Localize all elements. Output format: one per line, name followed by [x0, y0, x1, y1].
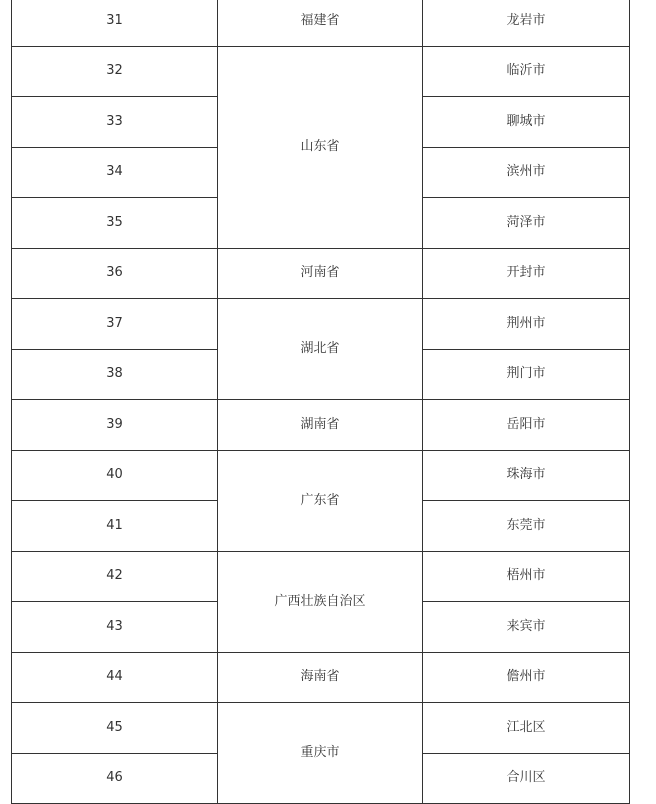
row-number-cell: 38: [12, 349, 218, 400]
province-cell: 福建省: [218, 0, 423, 46]
city-cell: 菏泽市: [423, 198, 630, 249]
row-number-cell: 42: [12, 551, 218, 602]
row-number-cell: 45: [12, 703, 218, 754]
row-number-cell: 36: [12, 248, 218, 299]
row-number-cell: 46: [12, 753, 218, 804]
city-cell: 江北区: [423, 703, 630, 754]
province-cell: 海南省: [218, 652, 423, 703]
province-cell: 广西壮族自治区: [218, 551, 423, 652]
city-cell: 珠海市: [423, 450, 630, 501]
table-row: [12, 46, 630, 97]
city-cell: 龙岩市: [423, 0, 630, 46]
table-row: [12, 551, 630, 602]
row-number-cell: 44: [12, 652, 218, 703]
city-cell: 岳阳市: [423, 400, 630, 451]
city-cell: 临沂市: [423, 46, 630, 97]
province-cell: 山东省: [218, 46, 423, 248]
province-cell: 湖北省: [218, 299, 423, 400]
table-row: [12, 703, 630, 754]
table-row: [12, 299, 630, 350]
table-row: [12, 652, 630, 703]
city-cell: 聊城市: [423, 97, 630, 148]
table-row: [12, 450, 630, 501]
city-list-table: [11, 0, 630, 804]
city-cell: 荆门市: [423, 349, 630, 400]
table-row: [12, 400, 630, 451]
row-number-cell: 31: [12, 0, 218, 46]
province-cell: 重庆市: [218, 703, 423, 804]
row-number-cell: 41: [12, 501, 218, 552]
row-number-cell: 40: [12, 450, 218, 501]
city-cell: 梧州市: [423, 551, 630, 602]
province-cell: 广东省: [218, 450, 423, 551]
row-number-cell: 39: [12, 400, 218, 451]
row-number-cell: 34: [12, 147, 218, 198]
row-number-cell: 33: [12, 97, 218, 148]
city-cell: 东莞市: [423, 501, 630, 552]
city-cell: 来宾市: [423, 602, 630, 653]
city-cell: 合川区: [423, 753, 630, 804]
row-number-cell: 32: [12, 46, 218, 97]
city-cell: 开封市: [423, 248, 630, 299]
city-cell: 荆州市: [423, 299, 630, 350]
table-body: [12, 0, 630, 804]
row-number-cell: 37: [12, 299, 218, 350]
province-cell: 湖南省: [218, 400, 423, 451]
table-row: [12, 0, 630, 46]
city-cell: 儋州市: [423, 652, 630, 703]
table-row: [12, 248, 630, 299]
row-number-cell: 35: [12, 198, 218, 249]
province-cell: 河南省: [218, 248, 423, 299]
city-cell: 滨州市: [423, 147, 630, 198]
row-number-cell: 43: [12, 602, 218, 653]
